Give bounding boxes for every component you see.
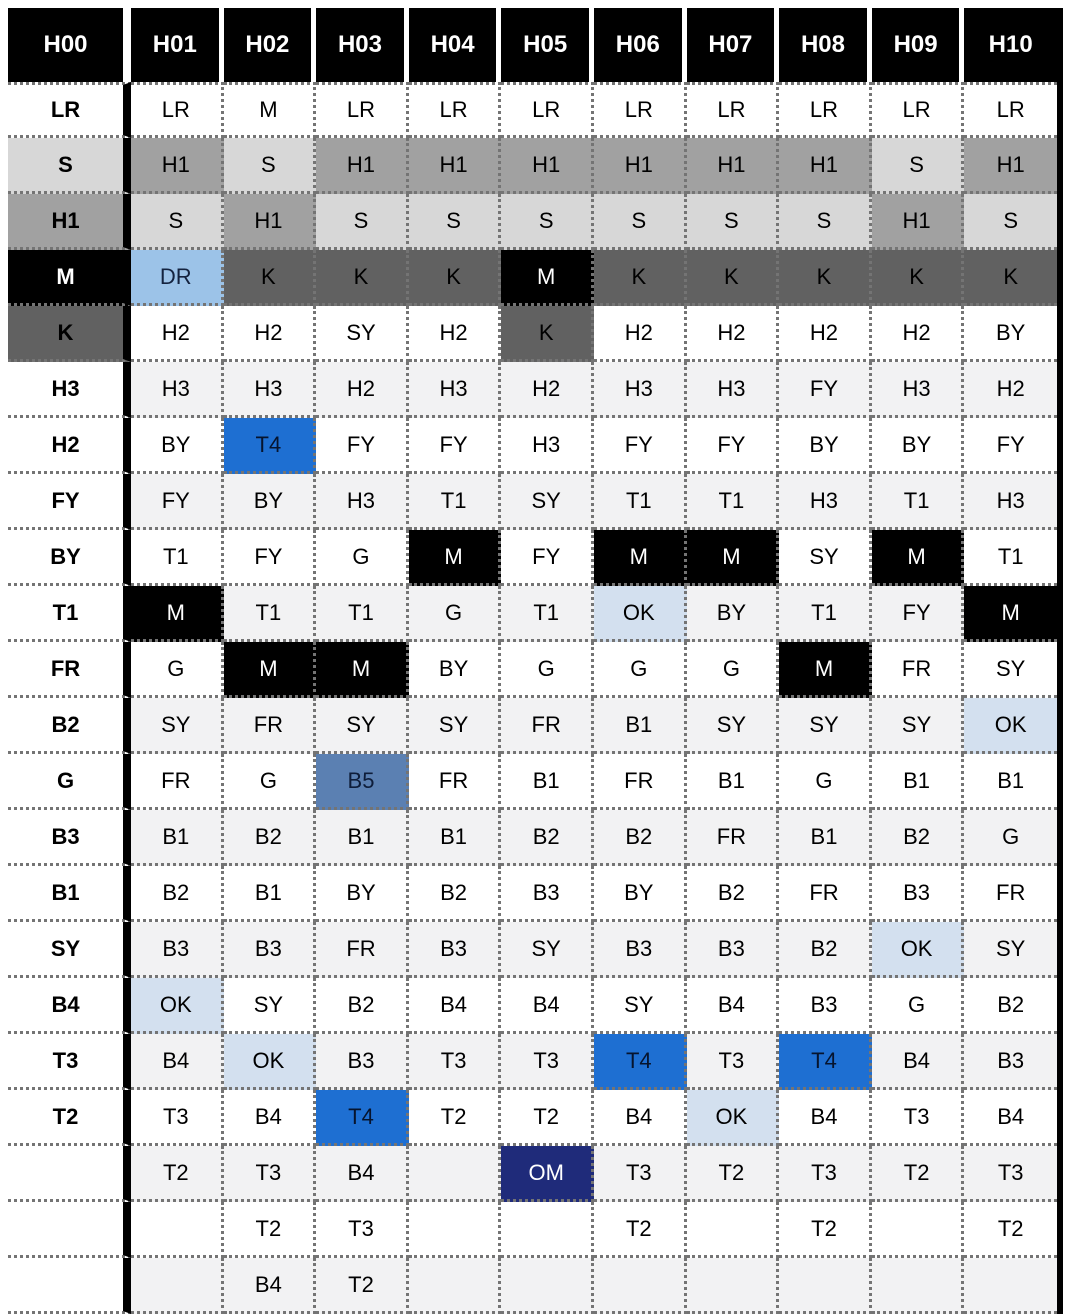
- grid-cell: K: [687, 250, 780, 306]
- grid-cell: H1: [779, 138, 872, 194]
- grid-cell: S: [779, 194, 872, 250]
- row-label-cell: SY: [8, 922, 131, 978]
- grid-cell: H2: [501, 362, 594, 418]
- row-label-cell: K: [8, 306, 131, 362]
- grid-cell: SY: [779, 530, 872, 586]
- grid-cell: FY: [131, 474, 224, 530]
- grid-cell: B1: [316, 810, 409, 866]
- grid-cell: H1: [594, 138, 687, 194]
- grid-cell: BY: [316, 866, 409, 922]
- body-row: [8, 698, 1057, 754]
- grid-cell: B4: [687, 978, 780, 1034]
- row-label-cell: FR: [8, 642, 131, 698]
- grid-cell: S: [409, 194, 502, 250]
- grid-cell: OK: [687, 1090, 780, 1146]
- grid-cell: [131, 1258, 224, 1314]
- header-cell-H04: H04: [409, 8, 502, 82]
- grid-cell: T3: [872, 1090, 965, 1146]
- grid-cell: B4: [316, 1146, 409, 1202]
- grid-cell: S: [687, 194, 780, 250]
- grid-cell: LR: [316, 82, 409, 138]
- grid-cell: G: [872, 978, 965, 1034]
- grid-cell: B2: [409, 866, 502, 922]
- grid-cell: T1: [131, 530, 224, 586]
- grid-cell: T3: [409, 1034, 502, 1090]
- grid-cell: S: [501, 194, 594, 250]
- header-cell-H02: H02: [224, 8, 317, 82]
- grid-cell: BY: [594, 866, 687, 922]
- header-cell-H08: H08: [779, 8, 872, 82]
- grid-cell: T4: [779, 1034, 872, 1090]
- grid-cell: S: [964, 194, 1057, 250]
- grid-cell: [872, 1202, 965, 1258]
- row-label-cell: B2: [8, 698, 131, 754]
- grid-cell: T2: [501, 1090, 594, 1146]
- grid-cell: [687, 1202, 780, 1258]
- grid-cell: T1: [687, 474, 780, 530]
- grid-cell: B3: [409, 922, 502, 978]
- grid-cell: G: [594, 642, 687, 698]
- grid-cell: B4: [224, 1258, 317, 1314]
- grid-cell: H1: [501, 138, 594, 194]
- grid-cell: S: [872, 138, 965, 194]
- grid-cell: [501, 1202, 594, 1258]
- grid-cell: K: [224, 250, 317, 306]
- grid-cell: SY: [779, 698, 872, 754]
- row-label-cell: T1: [8, 586, 131, 642]
- grid-cell: B2: [224, 810, 317, 866]
- grid-cell: FY: [594, 418, 687, 474]
- grid-cell: SY: [131, 698, 224, 754]
- body-row: [8, 586, 1057, 642]
- grid-cell: H3: [224, 362, 317, 418]
- grid-cell: OK: [131, 978, 224, 1034]
- header-cell-H10: H10: [964, 8, 1057, 82]
- grid-cell: FY: [224, 530, 317, 586]
- grid-cell: LR: [594, 82, 687, 138]
- row-label-cell: T2: [8, 1090, 131, 1146]
- row-label-cell: LR: [8, 82, 131, 138]
- grid-cell: FY: [779, 362, 872, 418]
- grid-cell: M: [224, 642, 317, 698]
- grid-cell: SY: [316, 698, 409, 754]
- row-label-cell: [8, 1202, 131, 1258]
- grid-cell: B3: [224, 922, 317, 978]
- grid-cell: T2: [779, 1202, 872, 1258]
- grid-cell: T4: [316, 1090, 409, 1146]
- body-row: [8, 1146, 1057, 1202]
- grid-cell: B1: [224, 866, 317, 922]
- grid-cell: G: [687, 642, 780, 698]
- grid-cell: B1: [964, 754, 1057, 810]
- grid-cell: G: [964, 810, 1057, 866]
- row-label-cell: H1: [8, 194, 131, 250]
- grid-cell: DR: [131, 250, 224, 306]
- row-label-cell: [8, 1146, 131, 1202]
- grid-cell: T2: [409, 1090, 502, 1146]
- grid-cell: G: [224, 754, 317, 810]
- body-row: [8, 1034, 1057, 1090]
- grid-cell: H3: [409, 362, 502, 418]
- grid-cell: H1: [964, 138, 1057, 194]
- grid-cell: LR: [779, 82, 872, 138]
- grid-cell: [594, 1258, 687, 1314]
- grid-cell: S: [131, 194, 224, 250]
- grid-cell: B2: [316, 978, 409, 1034]
- row-label-cell: H3: [8, 362, 131, 418]
- grid-cell: B1: [131, 810, 224, 866]
- grid-cell: G: [501, 642, 594, 698]
- grid-cell: T2: [687, 1146, 780, 1202]
- grid-cell: T2: [131, 1146, 224, 1202]
- grid-cell: H2: [409, 306, 502, 362]
- grid-cell: [779, 1258, 872, 1314]
- grid-cell: H3: [316, 474, 409, 530]
- grid-cell: [409, 1146, 502, 1202]
- grid-cell: B2: [872, 810, 965, 866]
- grid-cell: SY: [409, 698, 502, 754]
- body-row: [8, 866, 1057, 922]
- grid-cell: LR: [409, 82, 502, 138]
- grid-cell: H1: [872, 194, 965, 250]
- row-label-cell: G: [8, 754, 131, 810]
- grid-cell: T1: [409, 474, 502, 530]
- grid-cell: BY: [687, 586, 780, 642]
- grid-cell: LR: [501, 82, 594, 138]
- grid-cell: SY: [687, 698, 780, 754]
- grid-cell: SY: [964, 642, 1057, 698]
- grid-cell: T1: [501, 586, 594, 642]
- grid-cell: B2: [131, 866, 224, 922]
- grid-cell: LR: [872, 82, 965, 138]
- header-cell-H07: H07: [687, 8, 780, 82]
- grid-cell: H3: [872, 362, 965, 418]
- grid-cell: H2: [964, 362, 1057, 418]
- grid-cell: T2: [872, 1146, 965, 1202]
- grid-cell: BY: [779, 418, 872, 474]
- grid-cell: T4: [594, 1034, 687, 1090]
- grid-cell: FR: [964, 866, 1057, 922]
- body-row: [8, 642, 1057, 698]
- row-label-cell: T3: [8, 1034, 131, 1090]
- row-label-cell: [8, 1258, 131, 1314]
- grid-cell: FY: [687, 418, 780, 474]
- header-cell-H01: H01: [131, 8, 224, 82]
- body-row: [8, 1258, 1057, 1314]
- grid-cell: S: [594, 194, 687, 250]
- grid-cell: T3: [224, 1146, 317, 1202]
- grid-cell: BY: [409, 642, 502, 698]
- grid-cell: SY: [594, 978, 687, 1034]
- grid-cell: BY: [872, 418, 965, 474]
- grid-cell: H3: [594, 362, 687, 418]
- grid-cell: B3: [594, 922, 687, 978]
- grid-cell: T3: [594, 1146, 687, 1202]
- body-row: [8, 82, 1057, 138]
- header-row: [8, 8, 1057, 82]
- row-label-cell: M: [8, 250, 131, 306]
- grid-cell: H1: [316, 138, 409, 194]
- grid-cell: B1: [687, 754, 780, 810]
- grid-cell: B4: [501, 978, 594, 1034]
- grid-cell: M: [131, 586, 224, 642]
- grid-cell: FR: [594, 754, 687, 810]
- grid-cell: T3: [687, 1034, 780, 1090]
- grid-cell: B2: [594, 810, 687, 866]
- header-cell-H09: H09: [872, 8, 965, 82]
- grid-cell: G: [316, 530, 409, 586]
- grid-cell: M: [316, 642, 409, 698]
- body-row: [8, 306, 1057, 362]
- grid-cell: H2: [316, 362, 409, 418]
- grid-cell: K: [409, 250, 502, 306]
- grid-cell: K: [316, 250, 409, 306]
- grid-cell: H3: [964, 474, 1057, 530]
- grid-cell: BY: [131, 418, 224, 474]
- grid-cell: M: [409, 530, 502, 586]
- grid-cell: B1: [409, 810, 502, 866]
- grid-cell: H3: [501, 418, 594, 474]
- grid-cell: K: [779, 250, 872, 306]
- grid-cell: B4: [131, 1034, 224, 1090]
- grid-cell: T1: [779, 586, 872, 642]
- grid-cell: K: [594, 250, 687, 306]
- row-label-cell: B4: [8, 978, 131, 1034]
- grid-cell: K: [501, 306, 594, 362]
- grid-cell: BY: [964, 306, 1057, 362]
- body-row: [8, 530, 1057, 586]
- grid-cell: B3: [501, 866, 594, 922]
- header-cell-H06: H06: [594, 8, 687, 82]
- grid-cell: B1: [501, 754, 594, 810]
- grid-cell: FY: [409, 418, 502, 474]
- body-row: [8, 1202, 1057, 1258]
- grid-cell: [964, 1258, 1057, 1314]
- body-row: [8, 754, 1057, 810]
- grid-cell: M: [872, 530, 965, 586]
- grid-cell: B4: [872, 1034, 965, 1090]
- grid-cell: B4: [224, 1090, 317, 1146]
- header-cell-H03: H03: [316, 8, 409, 82]
- grid-cell: K: [872, 250, 965, 306]
- grid-cell: G: [409, 586, 502, 642]
- header-cell-H05: H05: [501, 8, 594, 82]
- grid-cell: B3: [316, 1034, 409, 1090]
- grid-cell: M: [779, 642, 872, 698]
- grid-cell: H3: [687, 362, 780, 418]
- grid-cell: T2: [224, 1202, 317, 1258]
- grid-cell: T4: [224, 418, 317, 474]
- grid-cell: T1: [964, 530, 1057, 586]
- grid-cell: H2: [131, 306, 224, 362]
- grid-cell: S: [316, 194, 409, 250]
- grid-cell: FY: [316, 418, 409, 474]
- body-row: [8, 1090, 1057, 1146]
- grid-cell: B2: [779, 922, 872, 978]
- grid-cell: H3: [131, 362, 224, 418]
- grid-cell: T3: [964, 1146, 1057, 1202]
- row-label-cell: B3: [8, 810, 131, 866]
- grid-cell: B3: [779, 978, 872, 1034]
- grid-cell: T3: [779, 1146, 872, 1202]
- body-row: [8, 194, 1057, 250]
- grid-cell: T2: [964, 1202, 1057, 1258]
- grid-cell: M: [501, 250, 594, 306]
- grid-cell: SY: [316, 306, 409, 362]
- grid-cell: [872, 1258, 965, 1314]
- row-label-cell: BY: [8, 530, 131, 586]
- grid-cell: FR: [872, 642, 965, 698]
- grid-cell: [409, 1202, 502, 1258]
- body-row: [8, 250, 1057, 306]
- grid-cell: H1: [409, 138, 502, 194]
- grid-cell: G: [779, 754, 872, 810]
- grid-cell: T2: [594, 1202, 687, 1258]
- body-row: [8, 138, 1057, 194]
- grid-cell: H1: [131, 138, 224, 194]
- body-row: [8, 922, 1057, 978]
- grid-cell: H1: [224, 194, 317, 250]
- header-cell-H00: H00: [8, 8, 131, 82]
- grid-cell: FR: [316, 922, 409, 978]
- grid-cell: M: [964, 586, 1057, 642]
- grid-cell: SY: [872, 698, 965, 754]
- body-row: [8, 362, 1057, 418]
- grid-cell: T2: [316, 1258, 409, 1314]
- grid-cell: [687, 1258, 780, 1314]
- grid-cell: B5: [316, 754, 409, 810]
- grid-cell: T3: [501, 1034, 594, 1090]
- grid-cell: B3: [131, 922, 224, 978]
- body-row: [8, 418, 1057, 474]
- grid-cell: SY: [501, 922, 594, 978]
- grid-cell: OM: [501, 1146, 594, 1202]
- grid-cell: OK: [964, 698, 1057, 754]
- row-label-cell: H2: [8, 418, 131, 474]
- grid-cell: B3: [872, 866, 965, 922]
- grid-cell: LR: [687, 82, 780, 138]
- grid-cell: H2: [872, 306, 965, 362]
- grid-cell: FR: [224, 698, 317, 754]
- grid-cell: OK: [224, 1034, 317, 1090]
- grid-cell: FR: [687, 810, 780, 866]
- grid-cell: H2: [687, 306, 780, 362]
- grid-cell: LR: [964, 82, 1057, 138]
- grid-cell: [501, 1258, 594, 1314]
- grid-cell: B4: [409, 978, 502, 1034]
- grid-cell: FR: [131, 754, 224, 810]
- grid-cell: B1: [779, 810, 872, 866]
- grid-cell: SY: [964, 922, 1057, 978]
- grid-cell: LR: [131, 82, 224, 138]
- grid-cell: FY: [872, 586, 965, 642]
- grid-cell: FY: [501, 530, 594, 586]
- grid-cell: B4: [594, 1090, 687, 1146]
- grid-cell: M: [594, 530, 687, 586]
- grid-cell: B2: [501, 810, 594, 866]
- grid-cell: M: [224, 82, 317, 138]
- grid-cell: [131, 1202, 224, 1258]
- grid-cell: T3: [131, 1090, 224, 1146]
- grid-cell: H3: [779, 474, 872, 530]
- grid-cell: FR: [779, 866, 872, 922]
- grid-cell: FR: [409, 754, 502, 810]
- row-label-cell: B1: [8, 866, 131, 922]
- matrix-table: [8, 8, 1063, 1314]
- grid-cell: H1: [687, 138, 780, 194]
- grid-cell: SY: [501, 474, 594, 530]
- grid-cell: S: [224, 138, 317, 194]
- grid-cell: T3: [316, 1202, 409, 1258]
- grid-cell: FY: [964, 418, 1057, 474]
- grid-cell: G: [131, 642, 224, 698]
- body-row: [8, 474, 1057, 530]
- grid-cell: H2: [224, 306, 317, 362]
- grid-cell: B3: [964, 1034, 1057, 1090]
- grid-cell: OK: [594, 586, 687, 642]
- grid-cell: H2: [594, 306, 687, 362]
- grid-cell: B2: [687, 866, 780, 922]
- grid-cell: B1: [872, 754, 965, 810]
- grid-cell: H2: [779, 306, 872, 362]
- grid-cell: B4: [964, 1090, 1057, 1146]
- grid-cell: B4: [779, 1090, 872, 1146]
- grid-cell: B3: [687, 922, 780, 978]
- row-label-cell: S: [8, 138, 131, 194]
- body-row: [8, 978, 1057, 1034]
- grid-cell: K: [964, 250, 1057, 306]
- grid-cell: OK: [872, 922, 965, 978]
- grid-cell: T1: [594, 474, 687, 530]
- grid-cell: BY: [224, 474, 317, 530]
- grid-cell: FR: [501, 698, 594, 754]
- grid-cell: SY: [224, 978, 317, 1034]
- grid-cell: T1: [872, 474, 965, 530]
- grid-cell: M: [687, 530, 780, 586]
- grid-cell: T1: [224, 586, 317, 642]
- body-row: [8, 810, 1057, 866]
- grid-cell: B2: [964, 978, 1057, 1034]
- row-label-cell: FY: [8, 474, 131, 530]
- grid-cell: [409, 1258, 502, 1314]
- grid-cell: B1: [594, 698, 687, 754]
- grid-cell: T1: [316, 586, 409, 642]
